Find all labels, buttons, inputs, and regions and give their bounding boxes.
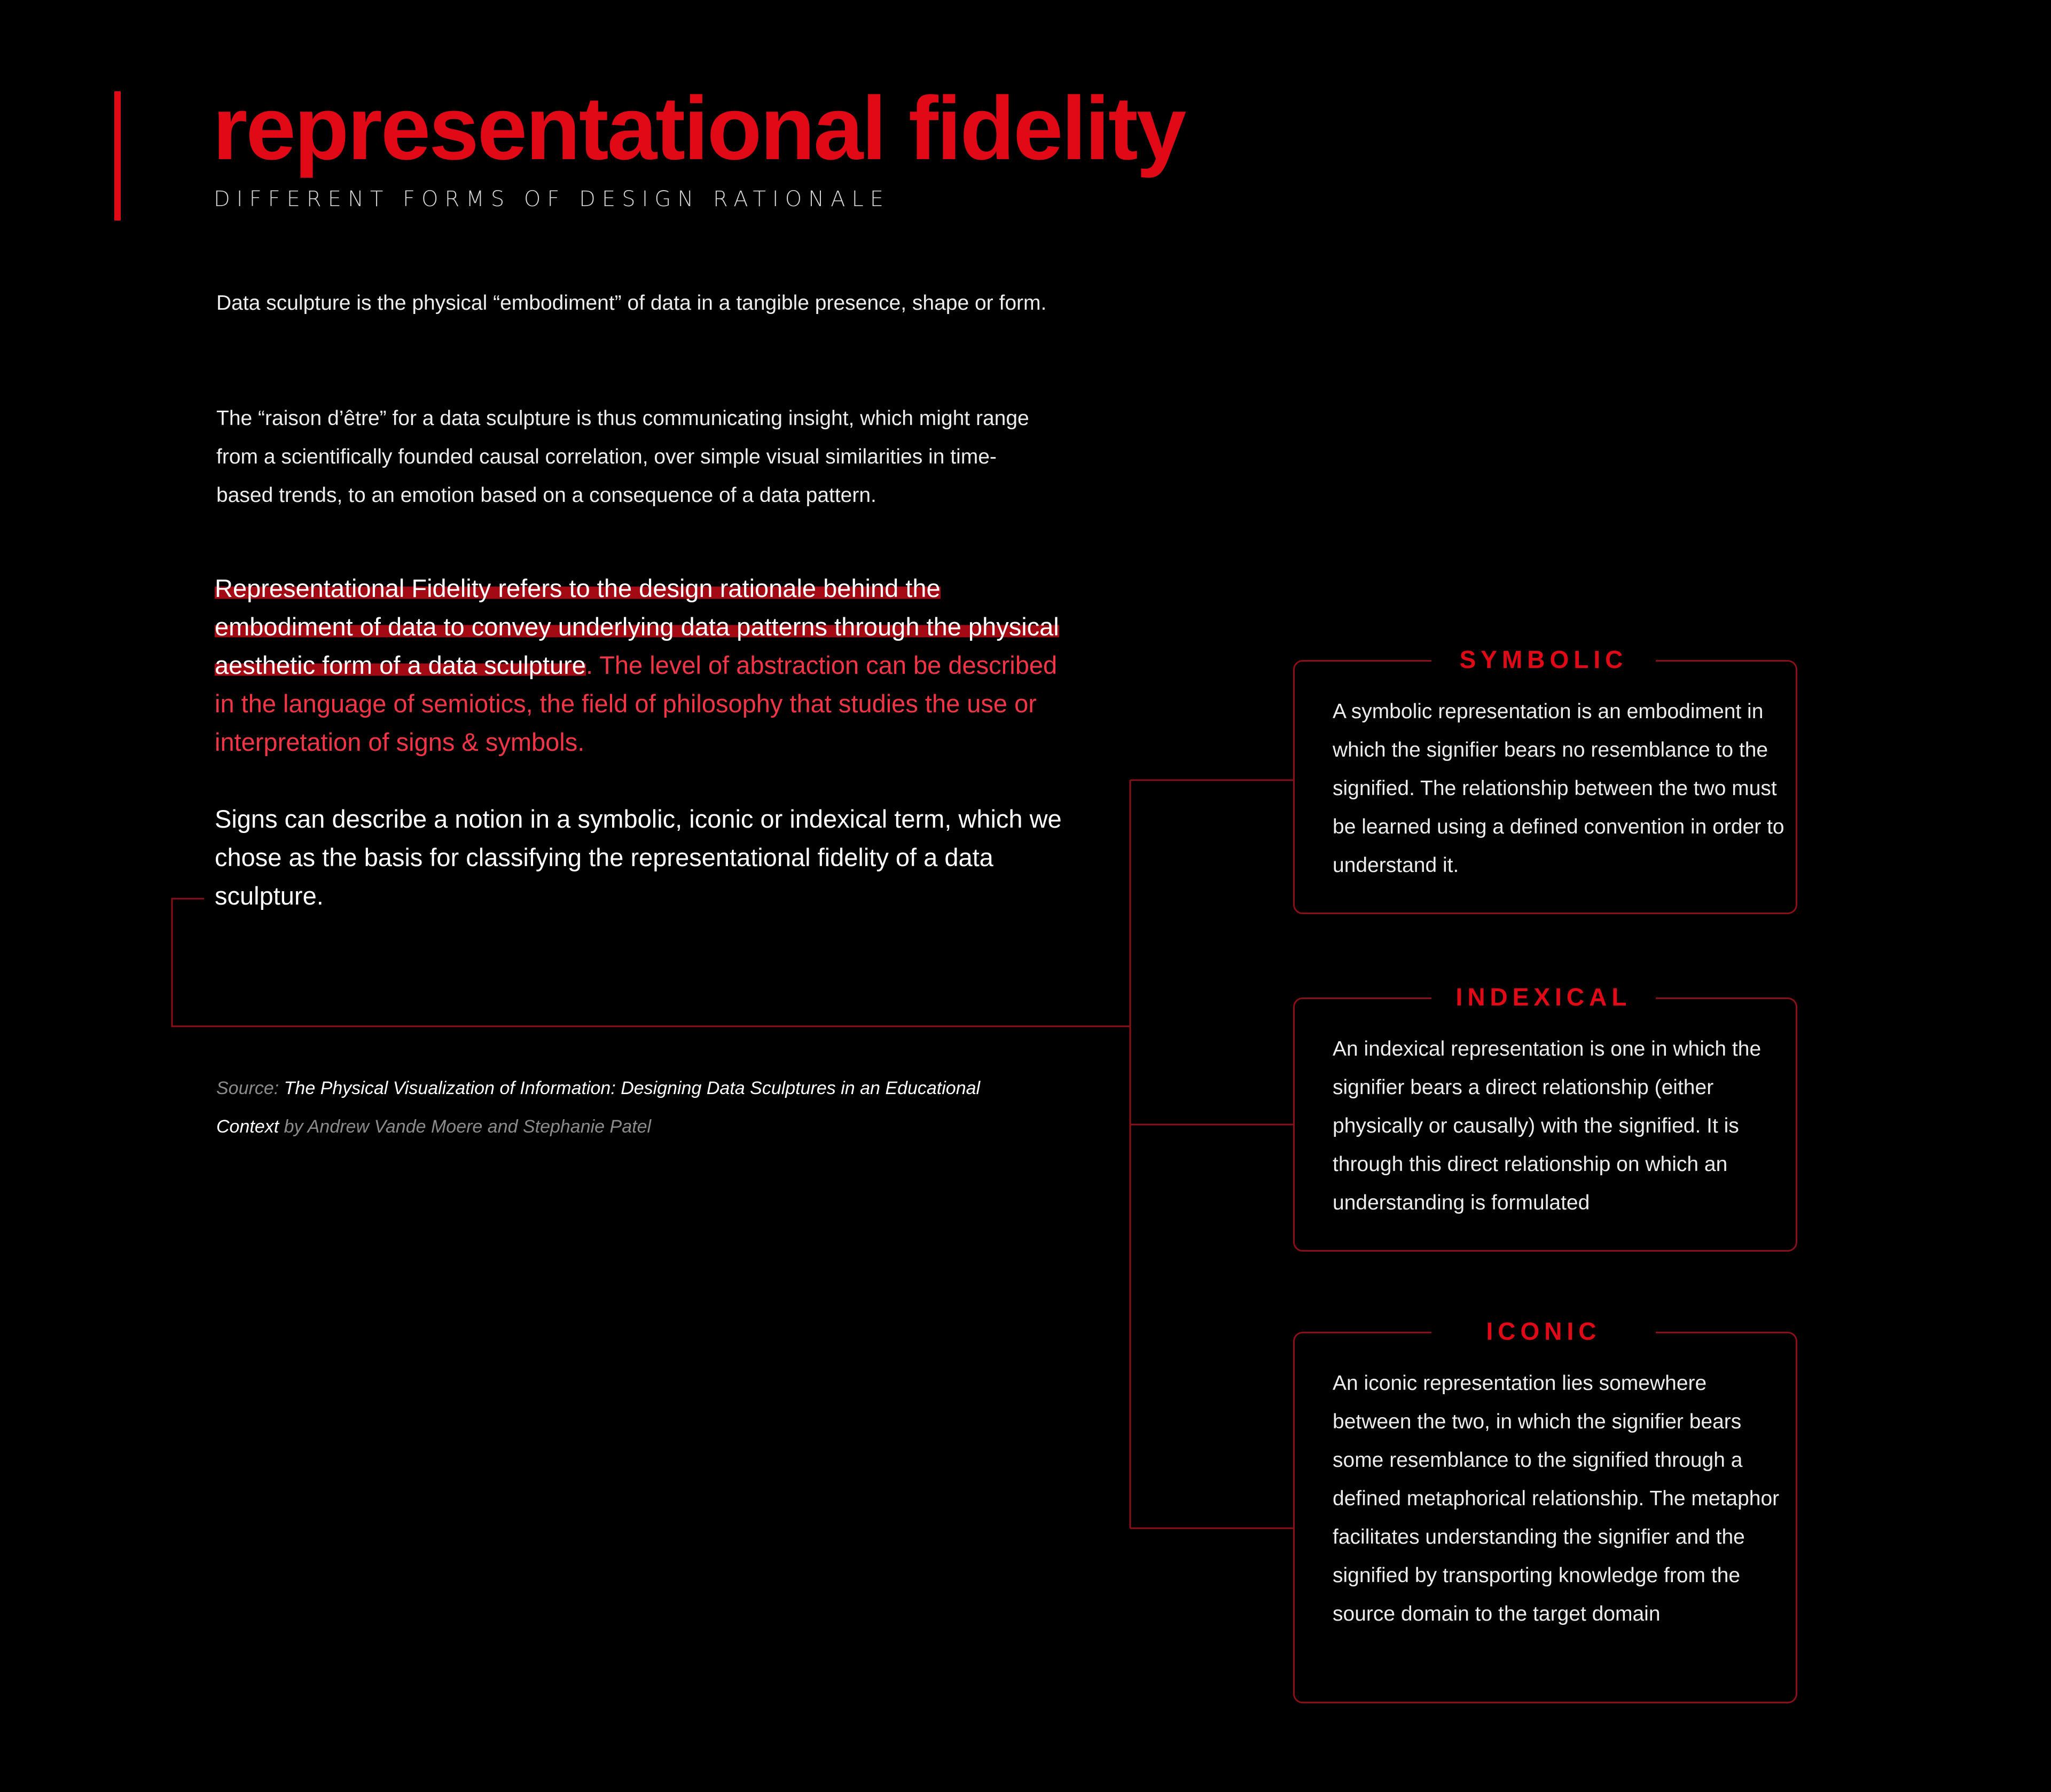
card-iconic xyxy=(1293,1317,1797,1703)
card-iconic-title: ICONIC xyxy=(1431,1311,1656,1351)
connector-from-text xyxy=(172,899,1130,1026)
definition-highlight: Representational Fidelity refers to the design rationale behind the embodiment of data to convey underlying data patterns through the physical aesthetic form of a data sculpture xyxy=(215,574,1059,679)
card-indexical-title: INDEXICAL xyxy=(1431,977,1656,1017)
card-symbolic-title: SYMBOLIC xyxy=(1431,639,1656,680)
page-title: representational fidelity xyxy=(213,78,1185,178)
card-symbolic xyxy=(1293,646,1797,914)
page-subtitle: DIFFERENT FORMS OF DESIGN RATIONALE xyxy=(214,187,890,211)
intro-paragraph-2: The “raison d’être” for a data sculpture is thus communicating insight, which might range from a scientifically founded causal correlation, over simple visual similarities in time-based trends, to an emotion based on a consequence of a data pattern. xyxy=(216,407,1029,507)
signs-paragraph: Signs can describe a notion in a symbolic, iconic or indexical term, which we chose as the basis for classifying the representational fidelity of a data sculpture. xyxy=(215,805,1062,910)
card-indexical-body: An indexical representation is one in which the signifier bears a direct relationship (either physically or causally) with the signified. It is through this direct relationship on which an understanding is formulated xyxy=(1333,1038,1762,1214)
definition-continuation: . The level of abstraction can be described in the language of semiotics, the field of philosophy that studies the use or interpretation of signs & symbols. xyxy=(215,651,1058,756)
source-work-title: The Physical Visualization of Information: Designing Data Sculptures in an Educational Context xyxy=(216,1078,981,1137)
card-iconic-body: An iconic representation lies somewhere between the two, in which the signifier bears some resemblance to the signified through a defined metaphorical relationship. The metaphor facilitates understanding the signifier and the signified by transporting knowledge from the source domain to the target domain xyxy=(1333,1372,1780,1625)
source-label: Source: xyxy=(216,1078,279,1098)
intro-paragraph-1: Data sculpture is the physical “embodiment” of data in a tangible presence, shape or form. xyxy=(216,292,1047,315)
card-indexical xyxy=(1293,983,1797,1252)
card-symbolic-body: A symbolic representation is an embodiment in which the signifier bears no resemblance to the signified. The relationship between the two must be learned using a defined convention in order to understand it. xyxy=(1333,700,1784,877)
source-authors: by Andrew Vande Moere and Stephanie Patel xyxy=(284,1117,652,1137)
